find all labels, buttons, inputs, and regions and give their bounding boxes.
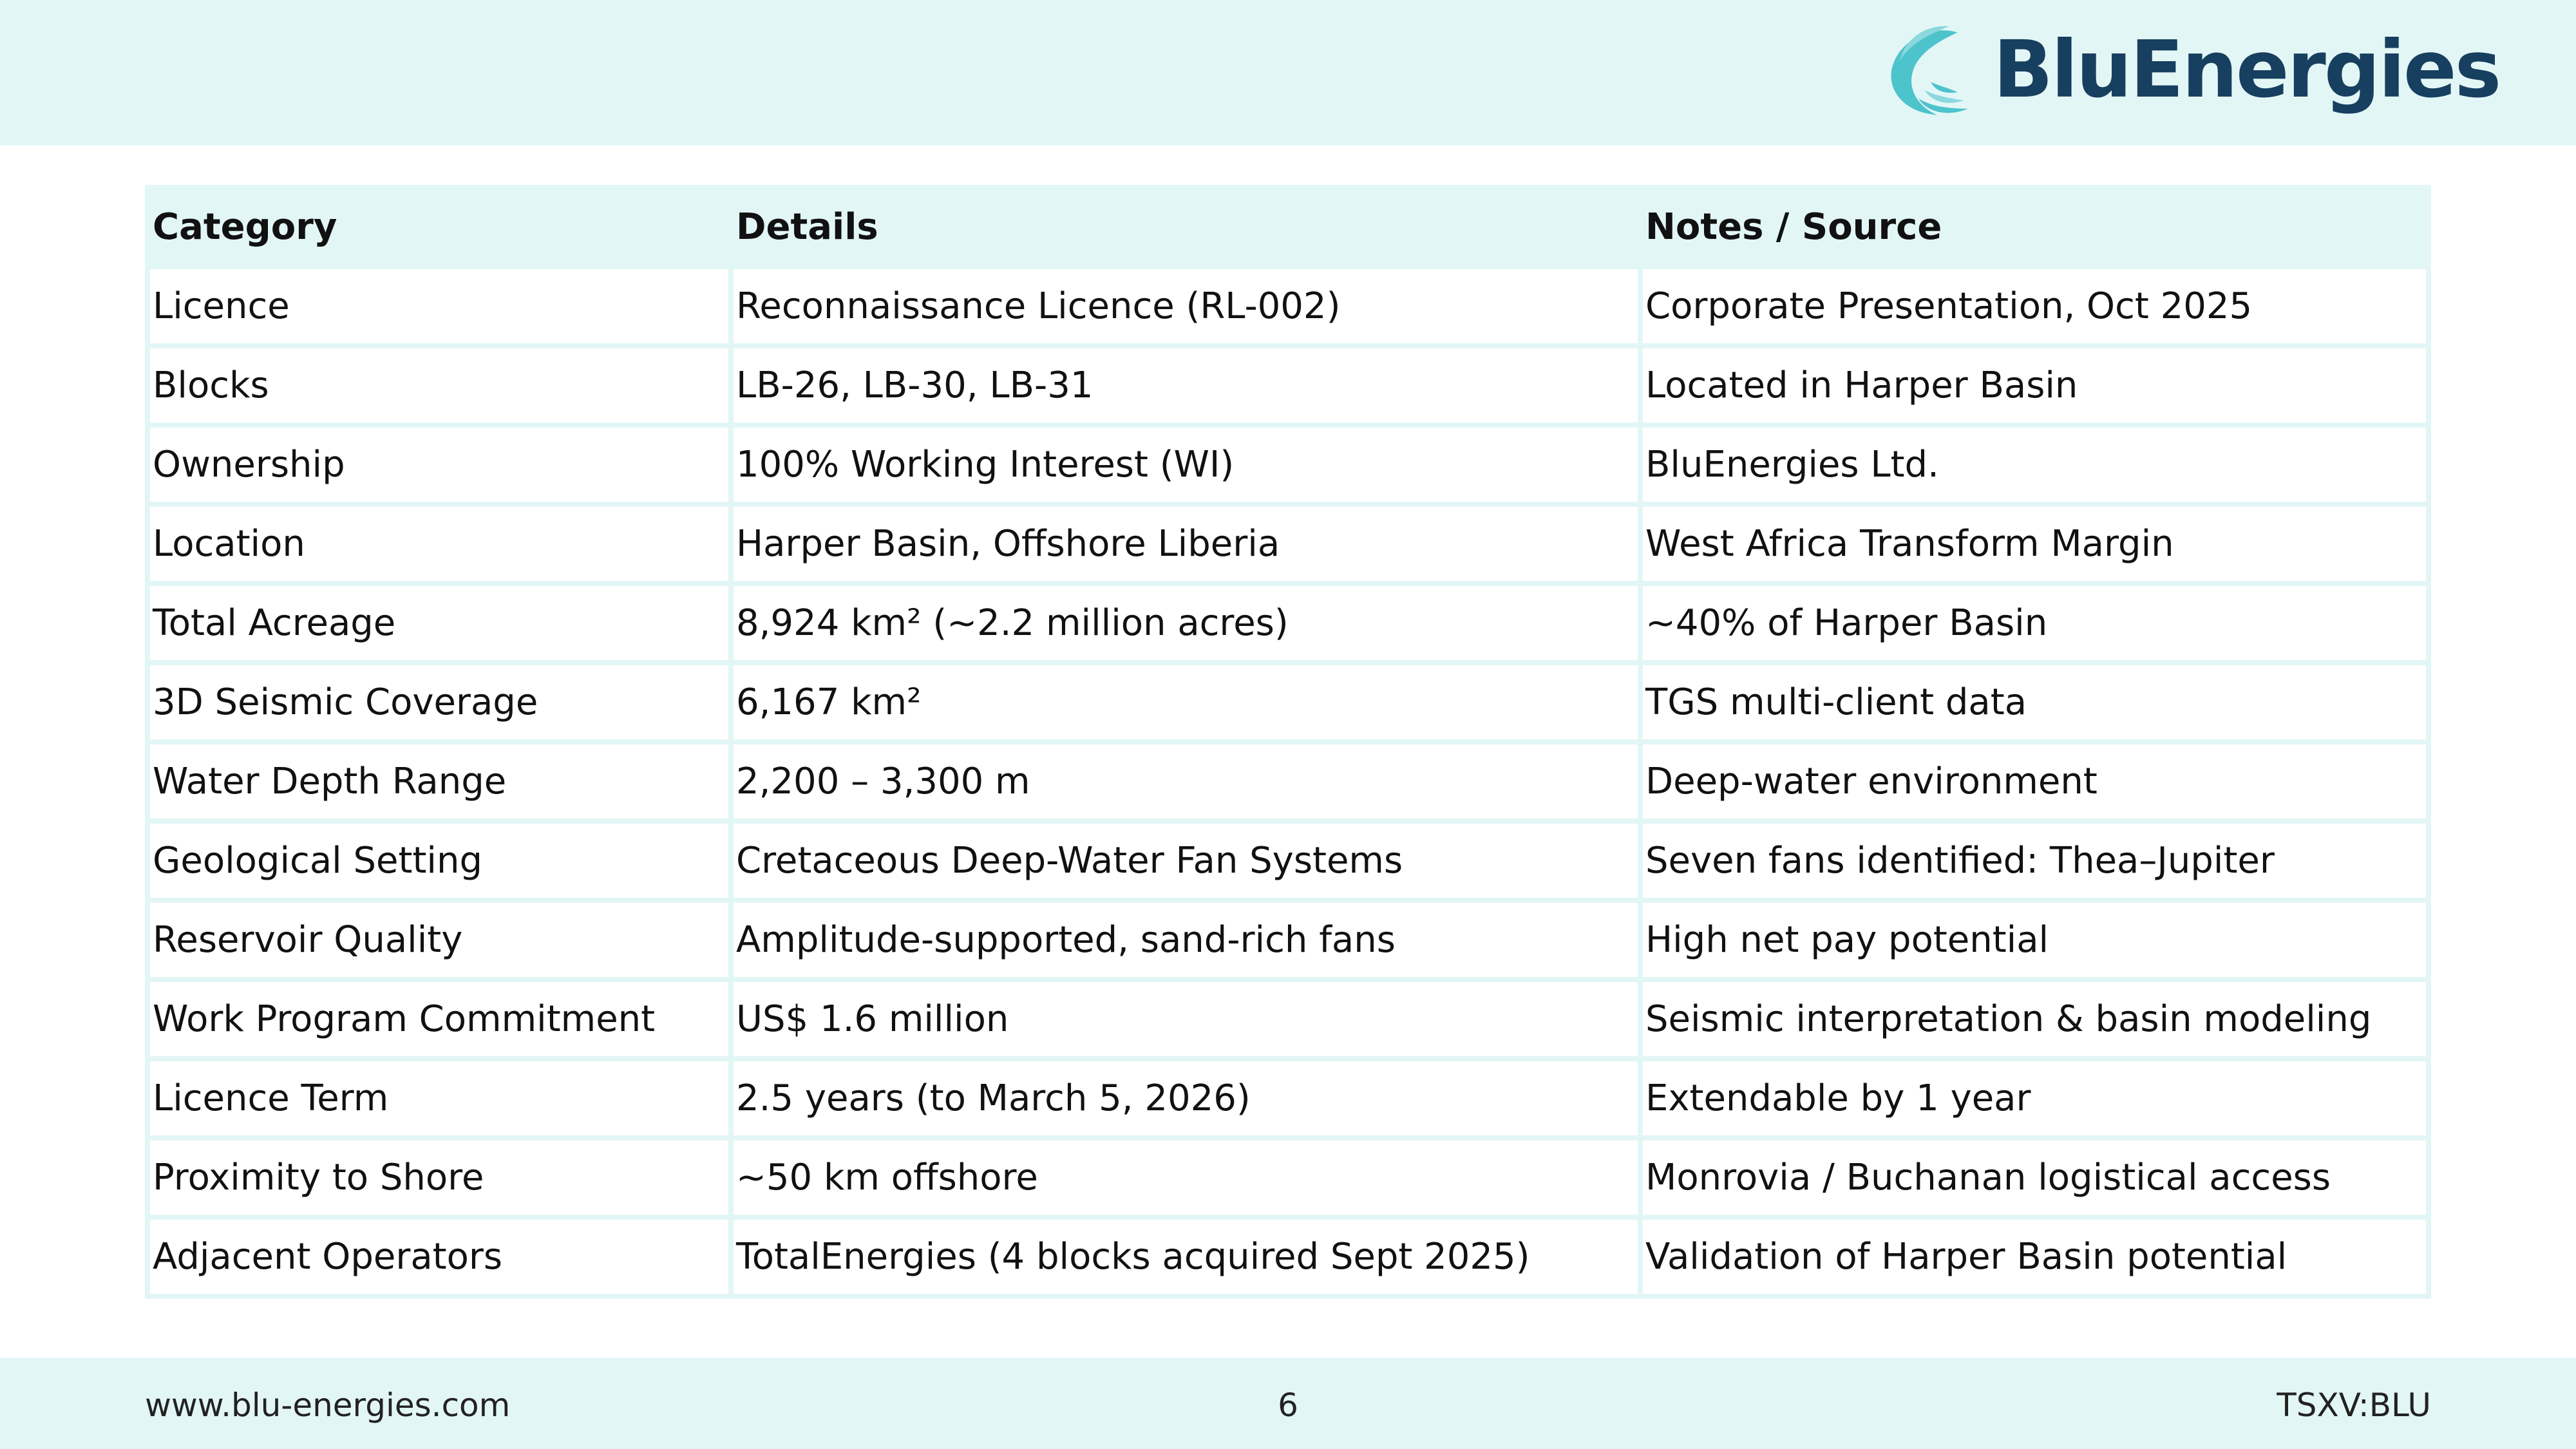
category-cell: Water Depth Range xyxy=(150,744,728,819)
details-cell: ~50 km offshore xyxy=(734,1141,1638,1215)
details-cell: Harper Basin, Offshore Liberia xyxy=(734,507,1638,581)
notes-cell: TGS multi-client data xyxy=(1643,665,2426,739)
table-row xyxy=(150,428,2426,502)
logo-text: BluEnergies xyxy=(1993,24,2500,115)
header-bar xyxy=(0,0,2576,146)
category-cell: Work Program Commitment xyxy=(150,982,728,1056)
notes-cell: ~40% of Harper Basin xyxy=(1643,586,2426,660)
table-row xyxy=(150,824,2426,898)
category-cell: Proximity to Shore xyxy=(150,1141,728,1215)
details-cell: Reconnaissance Licence (RL-002) xyxy=(734,269,1638,343)
table-row xyxy=(150,586,2426,660)
category-cell: Licence xyxy=(150,269,728,343)
category-cell: Adjacent Operators xyxy=(150,1220,728,1294)
category-cell: Location xyxy=(150,507,728,581)
column-header-category: Category xyxy=(150,190,728,264)
notes-cell: West Africa Transform Margin xyxy=(1643,507,2426,581)
website-link[interactable]: www.blu-energies.com xyxy=(145,1387,511,1424)
data-table xyxy=(145,185,2431,1299)
column-header-details: Details xyxy=(734,190,1638,264)
notes-cell: Corporate Presentation, Oct 2025 xyxy=(1643,269,2426,343)
details-cell: 2.5 years (to March 5, 2026) xyxy=(734,1061,1638,1135)
details-cell: TotalEnergies (4 blocks acquired Sept 2025) xyxy=(734,1220,1638,1294)
category-cell: Reservoir Quality xyxy=(150,903,728,977)
category-cell: Blocks xyxy=(150,348,728,422)
category-cell: Licence Term xyxy=(150,1061,728,1135)
notes-cell: Validation of Harper Basin potential xyxy=(1643,1220,2426,1294)
table-row xyxy=(150,348,2426,422)
notes-cell: Located in Harper Basin xyxy=(1643,348,2426,422)
notes-cell: Extendable by 1 year xyxy=(1643,1061,2426,1135)
stock-ticker: TSXV:BLU xyxy=(2277,1387,2431,1424)
table-body xyxy=(150,269,2426,1294)
category-cell: Ownership xyxy=(150,428,728,502)
notes-cell: Monrovia / Buchanan logistical access xyxy=(1643,1141,2426,1215)
table-row xyxy=(150,1061,2426,1135)
notes-cell: BluEnergies Ltd. xyxy=(1643,428,2426,502)
notes-cell: High net pay potential xyxy=(1643,903,2426,977)
page-number: 6 xyxy=(1278,1387,1298,1424)
table-row xyxy=(150,269,2426,343)
details-cell: 8,924 km² (~2.2 million acres) xyxy=(734,586,1638,660)
details-cell: 100% Working Interest (WI) xyxy=(734,428,1638,502)
wave-icon xyxy=(1877,18,1980,121)
category-cell: Geological Setting xyxy=(150,824,728,898)
table-header-row xyxy=(150,190,2426,264)
details-cell: Cretaceous Deep-Water Fan Systems xyxy=(734,824,1638,898)
details-cell: US$ 1.6 million xyxy=(734,982,1638,1056)
table-row xyxy=(150,507,2426,581)
table-row xyxy=(150,903,2426,977)
category-cell: Total Acreage xyxy=(150,586,728,660)
table-row xyxy=(150,1141,2426,1215)
details-cell: LB-26, LB-30, LB-31 xyxy=(734,348,1638,422)
table-row xyxy=(150,665,2426,739)
details-cell: 2,200 – 3,300 m xyxy=(734,744,1638,819)
category-cell: 3D Seismic Coverage xyxy=(150,665,728,739)
notes-cell: Seismic interpretation & basin modeling xyxy=(1643,982,2426,1056)
notes-cell: Seven fans identified: Thea–Jupiter xyxy=(1643,824,2426,898)
column-header-notes: Notes / Source xyxy=(1643,190,2426,264)
notes-cell: Deep-water environment xyxy=(1643,744,2426,819)
table-row xyxy=(150,744,2426,819)
footer-bar xyxy=(0,1358,2576,1449)
table-row xyxy=(150,982,2426,1056)
licence-table xyxy=(145,185,2431,1299)
details-cell: 6,167 km² xyxy=(734,665,1638,739)
details-cell: Amplitude-supported, sand-rich fans xyxy=(734,903,1638,977)
brand-logo xyxy=(1877,18,2499,121)
table-row xyxy=(150,1220,2426,1294)
